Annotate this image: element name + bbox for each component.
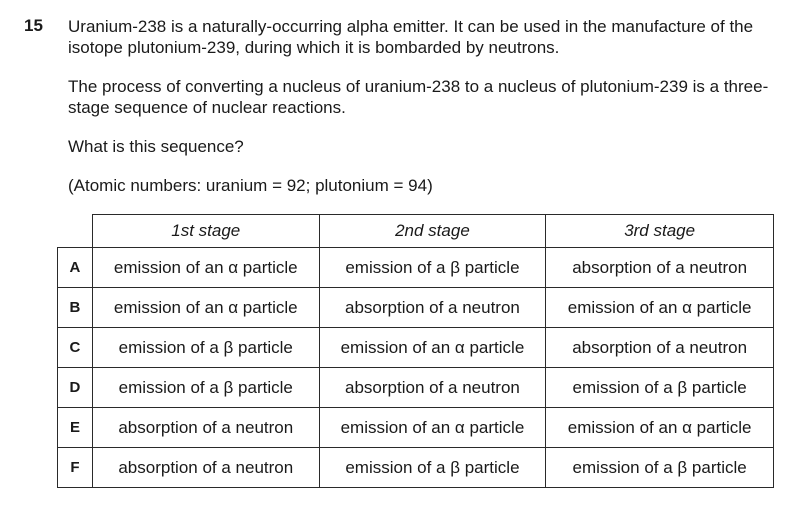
option-letter[interactable]: E xyxy=(58,408,93,448)
option-row-a[interactable] xyxy=(58,248,774,288)
option-stage-1: emission of an α particle xyxy=(92,288,319,328)
option-stage-1: absorption of a neutron xyxy=(92,448,319,488)
option-stage-2: absorption of a neutron xyxy=(319,288,546,328)
question-number: 15 xyxy=(24,16,43,35)
option-row-b[interactable] xyxy=(58,288,774,328)
option-stage-2: emission of a β particle xyxy=(319,248,546,288)
option-stage-3: absorption of a neutron xyxy=(546,248,774,288)
question-body xyxy=(68,16,788,196)
option-letter[interactable]: A xyxy=(58,248,93,288)
question-paragraph-intro: Uranium-238 is a naturally-occurring alpha emitter. It can be used in the manufacture of the isotope plutonium-239, during which it is bombarded by neutrons. xyxy=(68,17,754,57)
header-blank-cell xyxy=(58,215,93,248)
atomic-numbers-note: (Atomic numbers: uranium = 92; plutonium = 94) xyxy=(68,176,433,195)
option-row-e[interactable] xyxy=(58,408,774,448)
option-stage-2: absorption of a neutron xyxy=(319,368,546,408)
question-paragraph-process: The process of converting a nucleus of uranium-238 to a nucleus of plutonium-239 is a three-stage sequence of nuclear reactions. xyxy=(68,77,769,117)
option-letter[interactable]: F xyxy=(58,448,93,488)
table-header-row xyxy=(58,215,774,248)
option-stage-2: emission of an α particle xyxy=(319,408,546,448)
options-table xyxy=(57,214,774,488)
option-stage-1: absorption of a neutron xyxy=(92,408,319,448)
option-row-d[interactable] xyxy=(58,368,774,408)
option-stage-3: emission of an α particle xyxy=(546,408,774,448)
option-stage-3: emission of an α particle xyxy=(546,288,774,328)
option-letter[interactable]: C xyxy=(58,328,93,368)
option-stage-3: emission of a β particle xyxy=(546,448,774,488)
option-row-f[interactable] xyxy=(58,448,774,488)
option-stage-3: absorption of a neutron xyxy=(546,328,774,368)
option-stage-1: emission of a β particle xyxy=(92,368,319,408)
header-stage-2: 2nd stage xyxy=(319,215,546,248)
option-stage-3: emission of a β particle xyxy=(546,368,774,408)
option-letter[interactable]: D xyxy=(58,368,93,408)
option-stage-2: emission of a β particle xyxy=(319,448,546,488)
header-stage-3: 3rd stage xyxy=(546,215,774,248)
question-prompt: What is this sequence? xyxy=(68,137,244,156)
option-stage-1: emission of a β particle xyxy=(92,328,319,368)
option-letter[interactable]: B xyxy=(58,288,93,328)
option-stage-1: emission of an α particle xyxy=(92,248,319,288)
header-stage-1: 1st stage xyxy=(92,215,319,248)
option-stage-2: emission of an α particle xyxy=(319,328,546,368)
option-row-c[interactable] xyxy=(58,328,774,368)
